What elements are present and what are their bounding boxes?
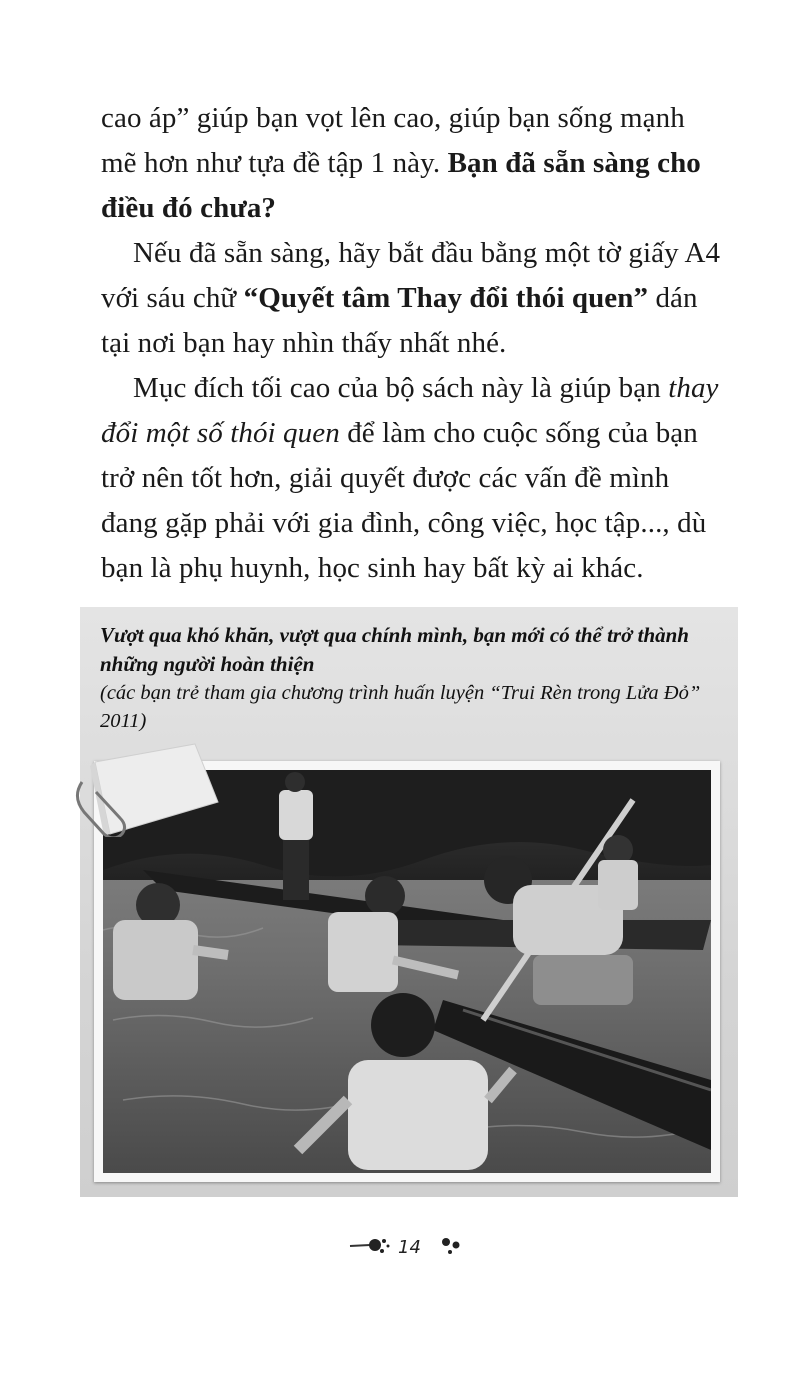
paragraph-3-italic-phrase: thay đổi một số thói quen xyxy=(101,372,719,449)
paragraph-1-text: cao áp” giúp bạn vọt lên cao, giúp bạn sống mạnh mẽ hơn như tựa đề tập 1 này. xyxy=(101,102,685,179)
paragraph-2 xyxy=(101,231,725,366)
paragraph-2-text-start: Nếu đã sẵn sàng, hãy bắt đầu bằng một tờ giấy A4 với sáu chữ xyxy=(101,237,721,314)
paragraph-3-text-start: Mục đích tối cao của bộ sách này là giúp bạn xyxy=(133,372,669,404)
caption-credit: (các bạn trẻ tham gia chương trình huấn luyện “Trui Rèn trong Lửa Đỏ” 2011) xyxy=(100,682,701,732)
paragraph-2-bold-phrase: “Quyết tâm Thay đổi thói quen” xyxy=(243,282,649,314)
photo-caption xyxy=(100,621,730,735)
paragraph-1-bold-question: Bạn đã sẵn sàng cho điều đó chưa? xyxy=(101,147,701,224)
caption-title: Vượt qua khó khăn, vượt qua chính mình, bạn mới có thể trở thành những người hoàn thiện xyxy=(100,623,689,676)
paragraph-2-text-end: dán tại nơi bạn hay nhìn thấy nhất nhé. xyxy=(101,282,698,359)
paragraph-1 xyxy=(101,96,725,231)
paragraph-3 xyxy=(101,366,725,591)
body-text xyxy=(101,96,725,591)
paragraph-3-text-end: để làm cho cuộc sống của bạn trở nên tốt hơn, giải quyết được các vấn đề mình đang gặp phải với gia đình, công việc, học tập..., dù bạn là phụ huynh, học sinh hay bất kỳ ai khác. xyxy=(101,417,707,584)
paperclip-icon xyxy=(70,742,220,837)
page-number: 14 xyxy=(398,1237,421,1258)
